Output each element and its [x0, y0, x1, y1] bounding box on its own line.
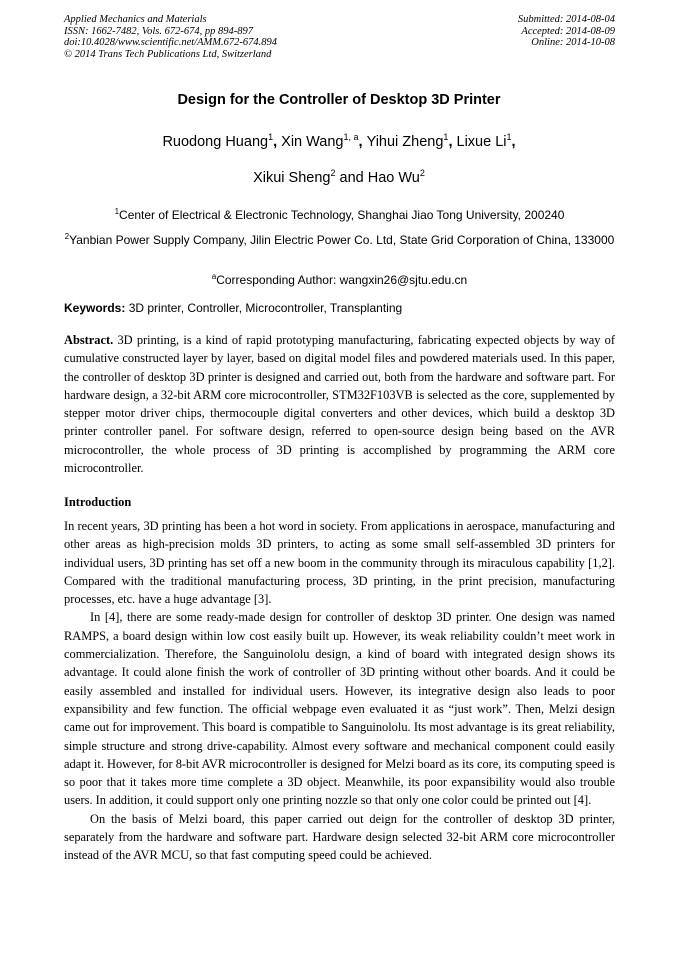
author-name: Ruodong Huang [162, 133, 269, 150]
author-name: Xin Wang [281, 133, 344, 150]
author-line-1: Ruodong Huang$^1$, Xin Wang$^{1, a}$, Yihui Zheng$^1$, Lixue Li$^1$, [162, 132, 516, 150]
author-sup: 1 [506, 132, 512, 142]
journal-copyright: © 2014 Trans Tech Publications Ltd, Switzerland [64, 48, 272, 60]
journal-doi: doi:10.4028/www.scientific.net/AMM.672-674.894 [64, 37, 277, 48]
journal-name: Applied Mechanics and Materials [64, 14, 207, 25]
paragraph: In [4], there are some ready-made design for controller of desktop 3D printer. One design was named RAMPS, a board design within low cost easily built up. However, its weak reliability couldn’t meet work in commercialization. Therefore, the Sanguinololu design, a kind of board with integrated design shows its advantage. It could alone finish the work of controller of 3D printing without other boards. And it could be easily assembled and installed for individual users. However, its integrative design also leads to poor expansibility and few function. The official webpage even evaluated it as “just work”. Then, Melzi design came out for improvement. This board is compatible to Sanguinololu. Its most advantage is its great reliability, simple structure and strong drive-capability. Almost every software and mechanical component could easily adapt it. However, for 8-bit AVR microcontroller is designed for Melzi board as its core, its computing speed is so poor that it takes more time complete a 3D object. Meanwhile, its poor expansibility would also trouble users. In addition, it could support only one printing nozzle so that only one color could be printed out [4]. [64, 610, 615, 808]
abstract [64, 331, 615, 477]
author-sup: 1 [268, 132, 274, 142]
author-name: Yihui Zheng [366, 133, 444, 150]
author-sup: 2 [330, 168, 336, 178]
journal-issn: ISSN: 1662-7482, Vols. 672-674, pp 894-897 [64, 25, 253, 37]
author-name: Lixue Li [456, 133, 507, 150]
online-date: Online: 2014-10-08 [531, 37, 615, 48]
paragraph: On the basis of Melzi board, this paper carried out deign for the controller of desktop 3D printer, separately from the hardware and software part. Hardware design selected 32-bit ARM core microcontroller instead of the AVR MCU, so that fast computing speed could be achieved. [64, 811, 615, 863]
author-sup: 2 [419, 168, 425, 178]
affiliation-sup: 2 [64, 232, 70, 241]
affiliation-text: Yanbian Power Supply Company, Jilin Electric Power Co. Ltd, State Grid Corporation of China, 133000 [69, 233, 615, 247]
affiliation-2 [64, 227, 615, 250]
affiliation-sup: a [211, 272, 217, 281]
section-heading: Introduction [64, 495, 132, 509]
affiliation-text: Corresponding Author: wangxin26@sjtu.edu.cn [216, 273, 468, 287]
corresponding-author [64, 267, 615, 290]
affiliation-1 [64, 202, 615, 225]
abstract-label: Abstract. [64, 333, 114, 347]
paper-title: Design for the Controller of Desktop 3D Printer [177, 92, 501, 108]
introduction-body [64, 517, 615, 865]
accepted-date: Accepted: 2014-08-09 [521, 25, 615, 37]
dates-header [518, 14, 615, 49]
author-name: Xikui Sheng [253, 169, 331, 186]
submitted-date: Submitted: 2014-08-04 [517, 14, 615, 25]
author-sup: 1, a [343, 132, 359, 142]
keywords [64, 301, 402, 315]
journal-header [64, 14, 277, 60]
affiliation-sup: 1 [114, 207, 120, 216]
keywords-text: 3D printer, Controller, Microcontroller, Transplanting [128, 301, 403, 315]
abstract-text: 3D printing, is a kind of rapid prototyping manufacturing, fabricating expected objects by way of cumulative constructed layer by layer, based on digital model files and powdered materials used. In this paper, the controller of desktop 3D printer is designed and carried out, both from the hardware and software part. For hardware design, a 32-bit ARM core microcontroller, STM32F103VB is selected as the core, supplemented by stepper motor driver chips, thermocouple digital converters and other devices, which build a desktop 3D printer controller panel. For software design, referred to open-source design being based on the AVR microcontroller, the whole process of 3D printing is accomplished by programming the ARM core microcontroller. [64, 333, 615, 476]
author-sup: 1 [443, 132, 449, 142]
affiliation-text: Center of Electrical & Electronic Technology, Shanghai Jiao Tong University, 200240 [119, 208, 565, 222]
author-line-2: Xikui Sheng$^2$ and Hao Wu$^2$ [253, 168, 425, 186]
keywords-label: Keywords: [64, 301, 126, 315]
paragraph: In recent years, 3D printing has been a hot word in society. From applications in aerospace, manufacturing and other areas as high-precision molds 3D printers, to acting as some small self-assembled 3D printers for individual users, 3D printing has set off a new boom in the community through its miraculous capability [1,2]. Compared with the traditional manufacturing process, 3D printing, in the print precision, manufacturing processes, etc. have a huge advantage [3]. [64, 519, 615, 607]
author-name: Hao Wu [367, 169, 420, 186]
